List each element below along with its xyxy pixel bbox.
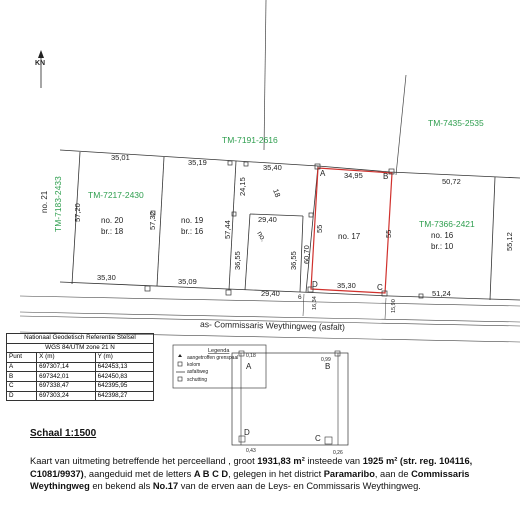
- inset-top-left-value: 0,18: [246, 353, 256, 359]
- dim-2415: 24,15: [238, 177, 247, 196]
- corner-a: A: [320, 169, 326, 178]
- parcel-tm-top: TM-7191-2616: [222, 135, 278, 145]
- coord-cell: 642398,27: [95, 391, 153, 401]
- parcel-no20: no. 20: [101, 216, 124, 225]
- caption-text: , aan de: [374, 468, 412, 479]
- caption-text: , aangeduid met de letters: [83, 468, 194, 479]
- north-arrow: [35, 50, 45, 88]
- dim-5512: 55,12: [505, 232, 514, 251]
- coord-row: [7, 391, 154, 401]
- dim-5744: 57,44: [223, 220, 232, 239]
- parcel-18: 18: [271, 187, 283, 199]
- parcel-tm-left: TM-7183-2433: [53, 176, 63, 232]
- dim-5732: 57,32: [148, 211, 157, 230]
- parcel-no-small: no.: [255, 229, 269, 244]
- dim-3495: 34,95: [344, 171, 363, 180]
- dim-5072: 50,72: [442, 177, 461, 186]
- coord-cell: 697342,01: [37, 372, 95, 382]
- dim-3655a: 36,55: [233, 251, 242, 270]
- coord-cell: 642450,83: [95, 372, 153, 382]
- parcel-br16: br.: 16: [181, 227, 204, 236]
- dim-2940a: 29,40: [258, 215, 277, 224]
- coord-cell: D: [7, 391, 37, 401]
- caption-text: Kaart van uitmeting betreffende het perceelland , groot: [30, 456, 258, 466]
- coord-cell: 697307,14: [37, 362, 95, 372]
- caption-district: Paramaribo: [323, 468, 375, 479]
- dim-1590: 15,90: [391, 299, 397, 313]
- caption-text: insteede van: [304, 456, 363, 466]
- coord-header-punt: Punt: [7, 353, 37, 363]
- map-caption: [30, 455, 500, 493]
- coord-row: [7, 362, 154, 372]
- dim-3519: 35,19: [188, 158, 207, 167]
- dim-six: 6: [298, 294, 302, 301]
- legend-item-asfaltweg: asfaltweg: [187, 369, 209, 375]
- coord-cell: B: [7, 372, 37, 382]
- coord-cell: 697303,24: [37, 391, 95, 401]
- coord-cell: 642395,95: [95, 381, 153, 391]
- legend-item-grenspaal: aangetroffen grenspaal: [187, 355, 239, 361]
- parcel-no17: no. 17: [338, 232, 361, 241]
- caption-text: van de erven aan de Leys- en Commissaris Weythingweg.: [178, 481, 421, 491]
- parcel-no16: no. 16: [431, 231, 454, 240]
- corner-b: B: [383, 172, 389, 181]
- road-label: as- Commissaris Weythingweg (asfalt): [199, 319, 345, 333]
- inset-label-d: D: [244, 428, 250, 437]
- dim-55a: 55: [315, 224, 324, 233]
- dim-5124: 51,24: [432, 289, 451, 298]
- parcel-br10: br.: 10: [431, 242, 454, 251]
- dim-55b: 55: [384, 229, 393, 238]
- corner-c: C: [377, 283, 383, 292]
- coordinate-table: [6, 333, 154, 401]
- coord-row: [7, 381, 154, 391]
- dim-3501: 35,01: [111, 153, 130, 162]
- coord-cell: C: [7, 381, 37, 391]
- caption-number: No.17: [152, 481, 179, 491]
- inset-label-c: C: [315, 434, 321, 443]
- caption-letters: A B C D: [193, 468, 229, 479]
- inset-top-right-value: 0,99: [321, 357, 331, 363]
- dim-3655b: 36,55: [289, 251, 298, 270]
- parcel-no19: no. 19: [181, 216, 204, 225]
- coord-row: [7, 372, 154, 382]
- scale-label: Schaal 1:1500: [30, 428, 97, 439]
- corner-d: D: [312, 280, 318, 289]
- dim-3540: 35,40: [263, 163, 282, 172]
- coord-cell: A: [7, 362, 37, 372]
- coord-cell: 697338,47: [37, 381, 95, 391]
- legend-item-kolom: kolom: [187, 362, 201, 368]
- legend: [173, 345, 266, 388]
- dim-5720: 57,20: [73, 203, 82, 222]
- coord-cell: 642453,13: [95, 362, 153, 372]
- caption-area: 1931,83 m²: [257, 456, 305, 466]
- caption-area-original: 1925 m²: [362, 456, 398, 466]
- caption-register: (str. reg. 104116, C1081/9937): [30, 456, 473, 479]
- north-label: KN: [35, 60, 46, 67]
- coord-table-title: Nationaal Geodetisch Referentie Stelsel: [7, 334, 154, 344]
- coord-header-y: Y (m): [95, 353, 153, 363]
- coord-header-x: X (m): [37, 353, 95, 363]
- dim-1634: 16,34: [312, 296, 318, 310]
- inset-detail: [232, 351, 348, 456]
- dim-3530b: 35,30: [337, 281, 356, 290]
- parcel-tm-top-right: TM-7435-2535: [428, 118, 484, 128]
- parcel-tm-7366: TM-7366-2421: [419, 219, 475, 229]
- caption-street: Commissaris Weythingweg: [30, 468, 470, 491]
- parcel-tm-7217: TM-7217-2430: [88, 190, 144, 200]
- coord-table-subtitle: WGS 84/UTM zone 21 N: [7, 343, 154, 353]
- inset-label-b: B: [325, 362, 331, 371]
- legend-item-schutting: schutting: [187, 377, 208, 383]
- dim-2940b: 29,40: [261, 289, 280, 298]
- caption-text: , gelegen in het district: [228, 468, 324, 479]
- dim-3509: 35,09: [178, 277, 197, 286]
- caption-text: en bekend als: [89, 481, 153, 491]
- inset-bottom-left-value: 0,43: [246, 448, 256, 454]
- inset-bottom-right-value: 0,26: [333, 450, 343, 456]
- inset-label-a: A: [246, 362, 252, 371]
- parcel-no21: no. 21: [40, 190, 49, 213]
- dim-3530a: 35,30: [97, 273, 116, 282]
- legend-title: Legenda: [208, 348, 230, 354]
- dim-6070: 60,70: [302, 245, 311, 264]
- parcel-br18: br.: 18: [101, 227, 124, 236]
